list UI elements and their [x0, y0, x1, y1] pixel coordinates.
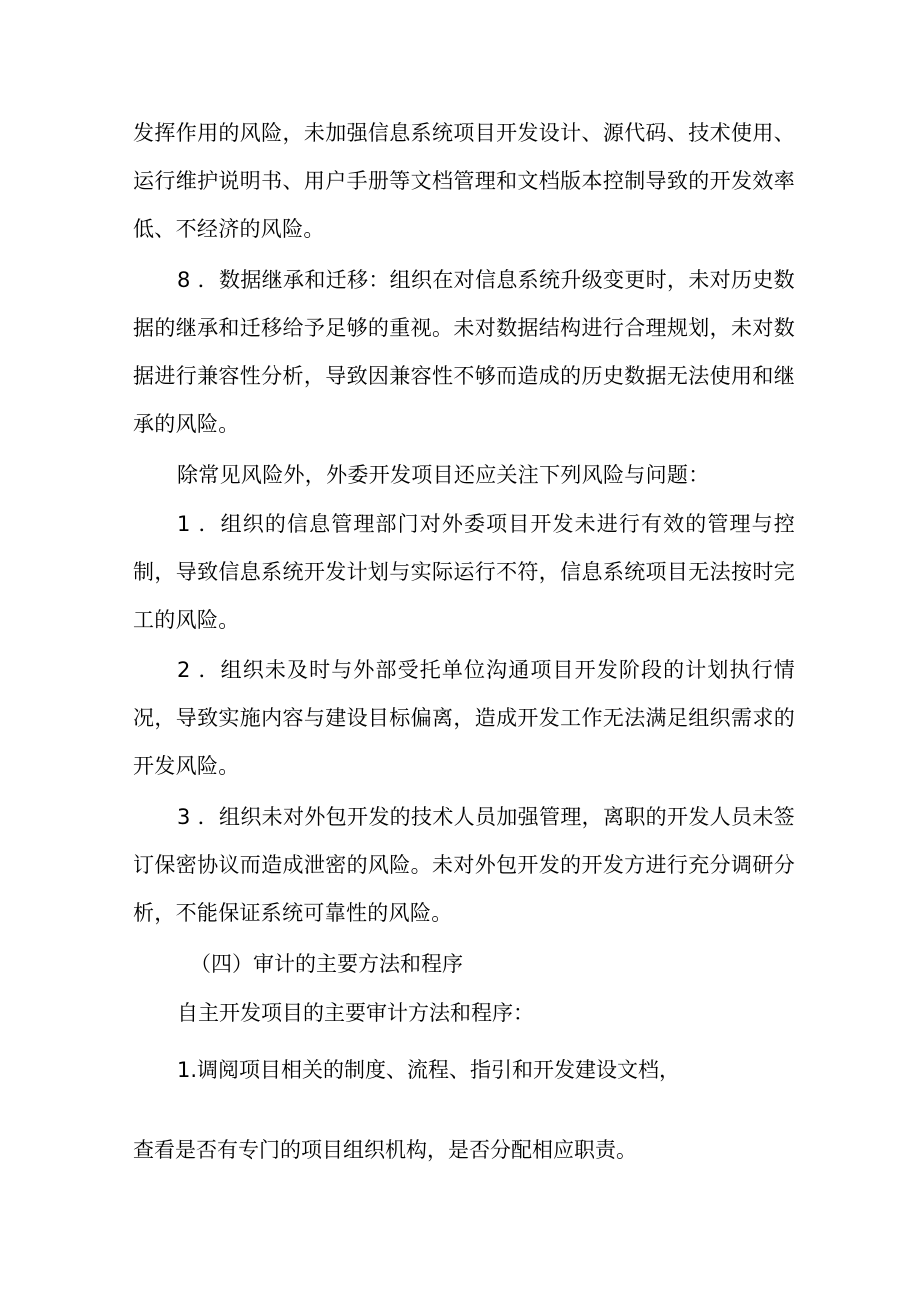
paragraph-self-dev-step-1: 1.调阅项目相关的制度、流程、指引和开发建设文档， — [177, 1058, 681, 1082]
section-heading: （四）审计的主要方法和程序 — [190, 952, 463, 976]
paragraph-outsourcing-risk-3: 3 ．组织未对外包开发的技术人员加强管理，离职的开发人员未签订保密协议而造成泄密的风险。未对外包开发的开发方进行充分调研分析，不能保证系统可靠性的风险。 — [133, 805, 795, 925]
paragraph-self-dev-intro: 自主开发项目的主要审计方法和程序： — [177, 1001, 534, 1025]
paragraph-risk-continuation: 发挥作用的风险，未加强信息系统项目开发设计、源代码、技术使用、运行维护说明书、用户手册等文档管理和文档版本控制导致的开发效率低、不经济的风险。 — [133, 121, 795, 241]
paragraph-data-migration-risk: 8 ．数据继承和迁移：组织在对信息系统升级变更时，未对历史数据的继承和迁移给予足够的重视。未对数据结构进行合理规划，未对数据进行兼容性分析，导致因兼容性不够而造成的历史数据无法使用和继承的风险。 — [133, 268, 795, 436]
paragraph-outsourcing-risk-1: 1 ．组织的信息管理部门对外委项目开发未进行有效的管理与控制，导致信息系统开发计划与实际运行不符，信息系统项目无法按时完工的风险。 — [133, 512, 795, 632]
paragraph-outsourcing-intro: 除常见风险外，外委开发项目还应关注下列风险与问题： — [177, 463, 710, 487]
paragraph-self-dev-step-1-continued: 查看是否有专门的项目组织机构，是否分配相应职责。 — [133, 1138, 637, 1162]
paragraph-outsourcing-risk-2: 2 ．组织未及时与外部受托单位沟通项目开发阶段的计划执行情况，导致实施内容与建设目标偏离，造成开发工作无法满足组织需求的开发风险。 — [133, 658, 795, 778]
